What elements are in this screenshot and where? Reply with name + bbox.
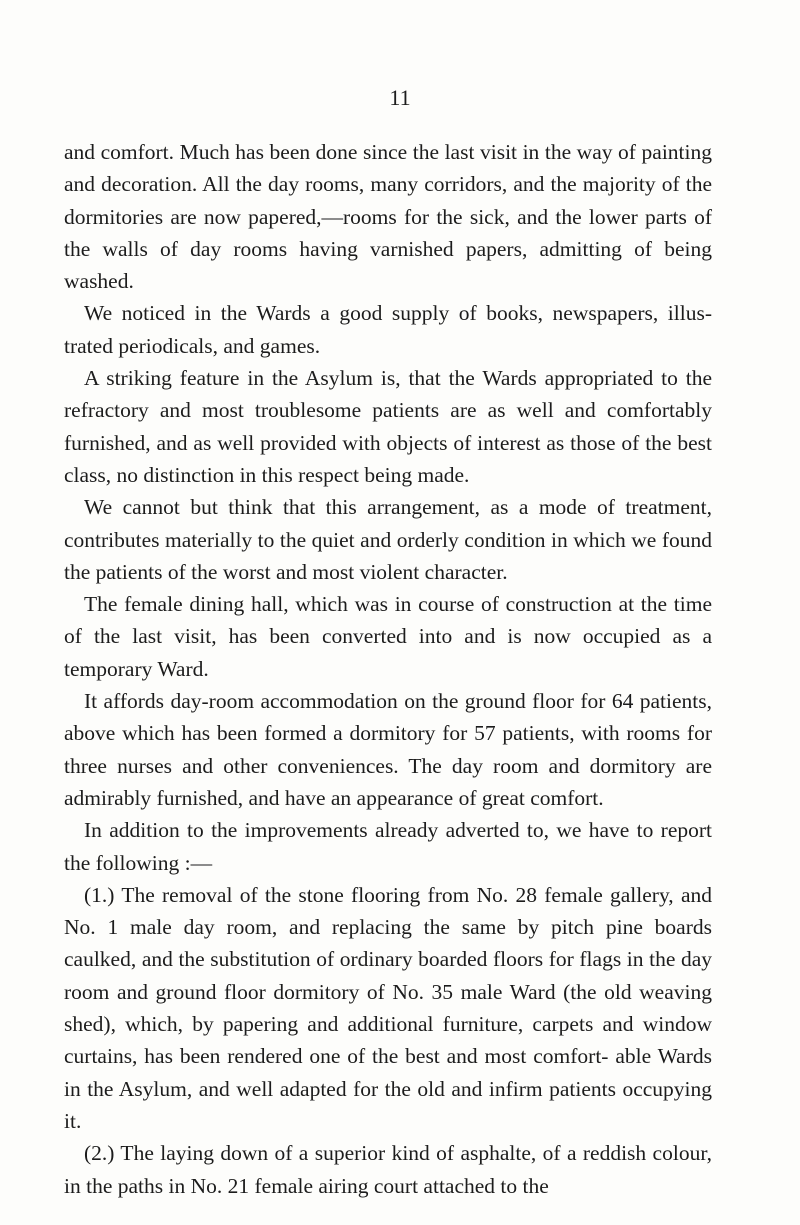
- paragraph: We noticed in the Wards a good supply of books, newspapers, illus- trated periodicals, and games.: [64, 301, 712, 358]
- paragraph: and comfort. Much has been done since the last visit in the way of painting and decoration. All the day rooms, many corridors, and the majority of the dormitories are now papered,—rooms for the sick, and the lower parts of the walls of day rooms having varnished papers, admitting of being washed.: [64, 140, 712, 294]
- paragraph: It affords day-room accommodation on the ground floor for 64 patients, above which has been formed a dormitory for 57 patients, with rooms for three nurses and other conveniences. The day room and dormitory are admirably furnished, and have an appearance of great comfort.: [64, 689, 712, 810]
- page-number: 11: [389, 85, 411, 110]
- paragraph: The female dining hall, which was in course of construction at the time of the last visit, has been converted into and is now occupied as a temporary Ward.: [64, 592, 712, 681]
- paragraph: (2.) The laying down of a superior kind of asphalte, of a reddish colour, in the paths in No. 21 female airing court attached to the: [64, 1141, 712, 1198]
- body-text: [64, 136, 712, 1202]
- paragraph: (1.) The removal of the stone flooring from No. 28 female gallery, and No. 1 male day room, and replacing the same by pitch pine boards caulked, and the substitution of ordinary boarded floors for flags in the day room and ground floor dormitory of No. 35 male Ward (the old weaving shed), which, by papering and additional furniture, carpets and window curtains, has been rendered one of the best and most comfort- able Wards in the Asylum, and well adapted for the old and infirm patients occupying it.: [64, 882, 712, 1133]
- paragraph: We cannot but think that this arrangement, as a mode of treatment, contributes materially to the quiet and orderly condition in which we found the patients of the worst and most violent character.: [64, 495, 712, 584]
- paragraph: In addition to the improvements already adverted to, we have to report the following :—: [64, 818, 712, 875]
- paragraph: A striking feature in the Asylum is, that the Wards appropriated to the refractory and most troublesome patients are as well and comfortably furnished, and as well provided with objects of interest as those of the best class, no distinction in this respect being made.: [64, 366, 712, 487]
